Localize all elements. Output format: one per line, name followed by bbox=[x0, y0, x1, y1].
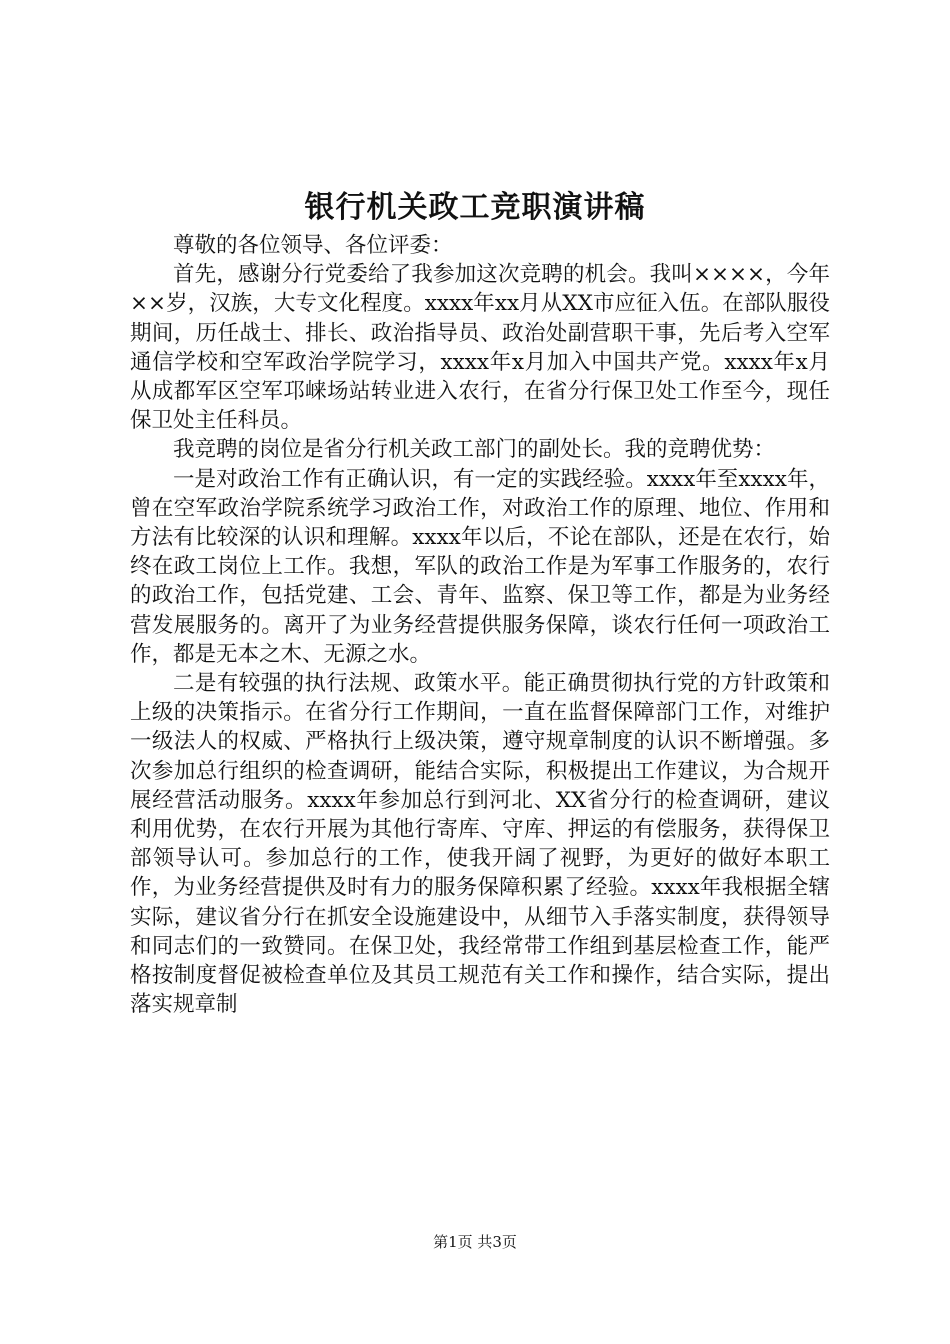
document-title: 银行机关政工竞职演讲稿 bbox=[304, 190, 646, 225]
salutation-paragraph: 尊敬的各位领导、各位评委： bbox=[173, 233, 453, 258]
introduction-paragraph: 首先，感谢分行党委给了我参加这次竞聘的机会。我叫××××，今年××岁，汉族，大专文化程度。xxxx年xx月从XX市应征入伍。在部队服役期间，历任战士、排长、政治指导员、政治处副营职干事，先后考入空军通信学校和空军政治学院学习，xxxx年x月加入中国共产党。xxxx年x月从成都军区空军邛崃场站转业进入农行，在省分行保卫处工作至今，现任保卫处主任科员。 bbox=[130, 262, 830, 434]
advantage-two-paragraph: 二是有较强的执行法规、政策水平。能正确贯彻执行党的方针政策和上级的决策指示。在省分行工作期间，一直在监督保障部门工作，对维护一级法人的权威、严格执行上级决策，遵守规章制度的认识不断增强。多次参加总行组织的检查调研，能结合实际，积极提出工作建议，为合规开展经营活动服务。xxxx年参加总行到河北、XX省分行的检查调研，建议利用优势，在农行开展为其他行寄库、守库、押运的有偿服务，获得保卫部领导认可。参加总行的工作，使我开阔了视野，为更好的做好本职工作，为业务经营提供及时有力的服务保障积累了经验。xxxx年我根据全辖实际，建议省分行在抓安全设施建设中，从细节入手落实制度，获得领导和同志们的一致赞同。在保卫处，我经常带工作组到基层检查工作，能严格按制度督促被检查单位及其员工规范有关工作和操作，结合实际，提出落实规章制 bbox=[130, 671, 830, 1018]
advantage-one-paragraph: 一是对政治工作有正确认识，有一定的实践经验。xxxx年至xxxx年，曾在空军政治学院系统学习政治工作，对政治工作的原理、地位、作用和方法有比较深的认识和理解。xxxx年以后，不论在部队，还是在农行，始终在政工岗位上工作。我想，军队的政治工作是为军事工作服务的，农行的政治工作，包括党建、工会、青年、监察、保卫等工作，都是为业务经营发展服务的。离开了为业务经营提供服务保障，谈农行任何一项政治工作，都是无本之木、无源之水。 bbox=[130, 466, 830, 667]
page-footer: 第1页 共3页 bbox=[433, 1233, 517, 1251]
document-body bbox=[130, 231, 830, 1019]
position-paragraph: 我竞聘的岗位是省分行机关政工部门的副处长。我的竞聘优势： bbox=[173, 437, 776, 463]
